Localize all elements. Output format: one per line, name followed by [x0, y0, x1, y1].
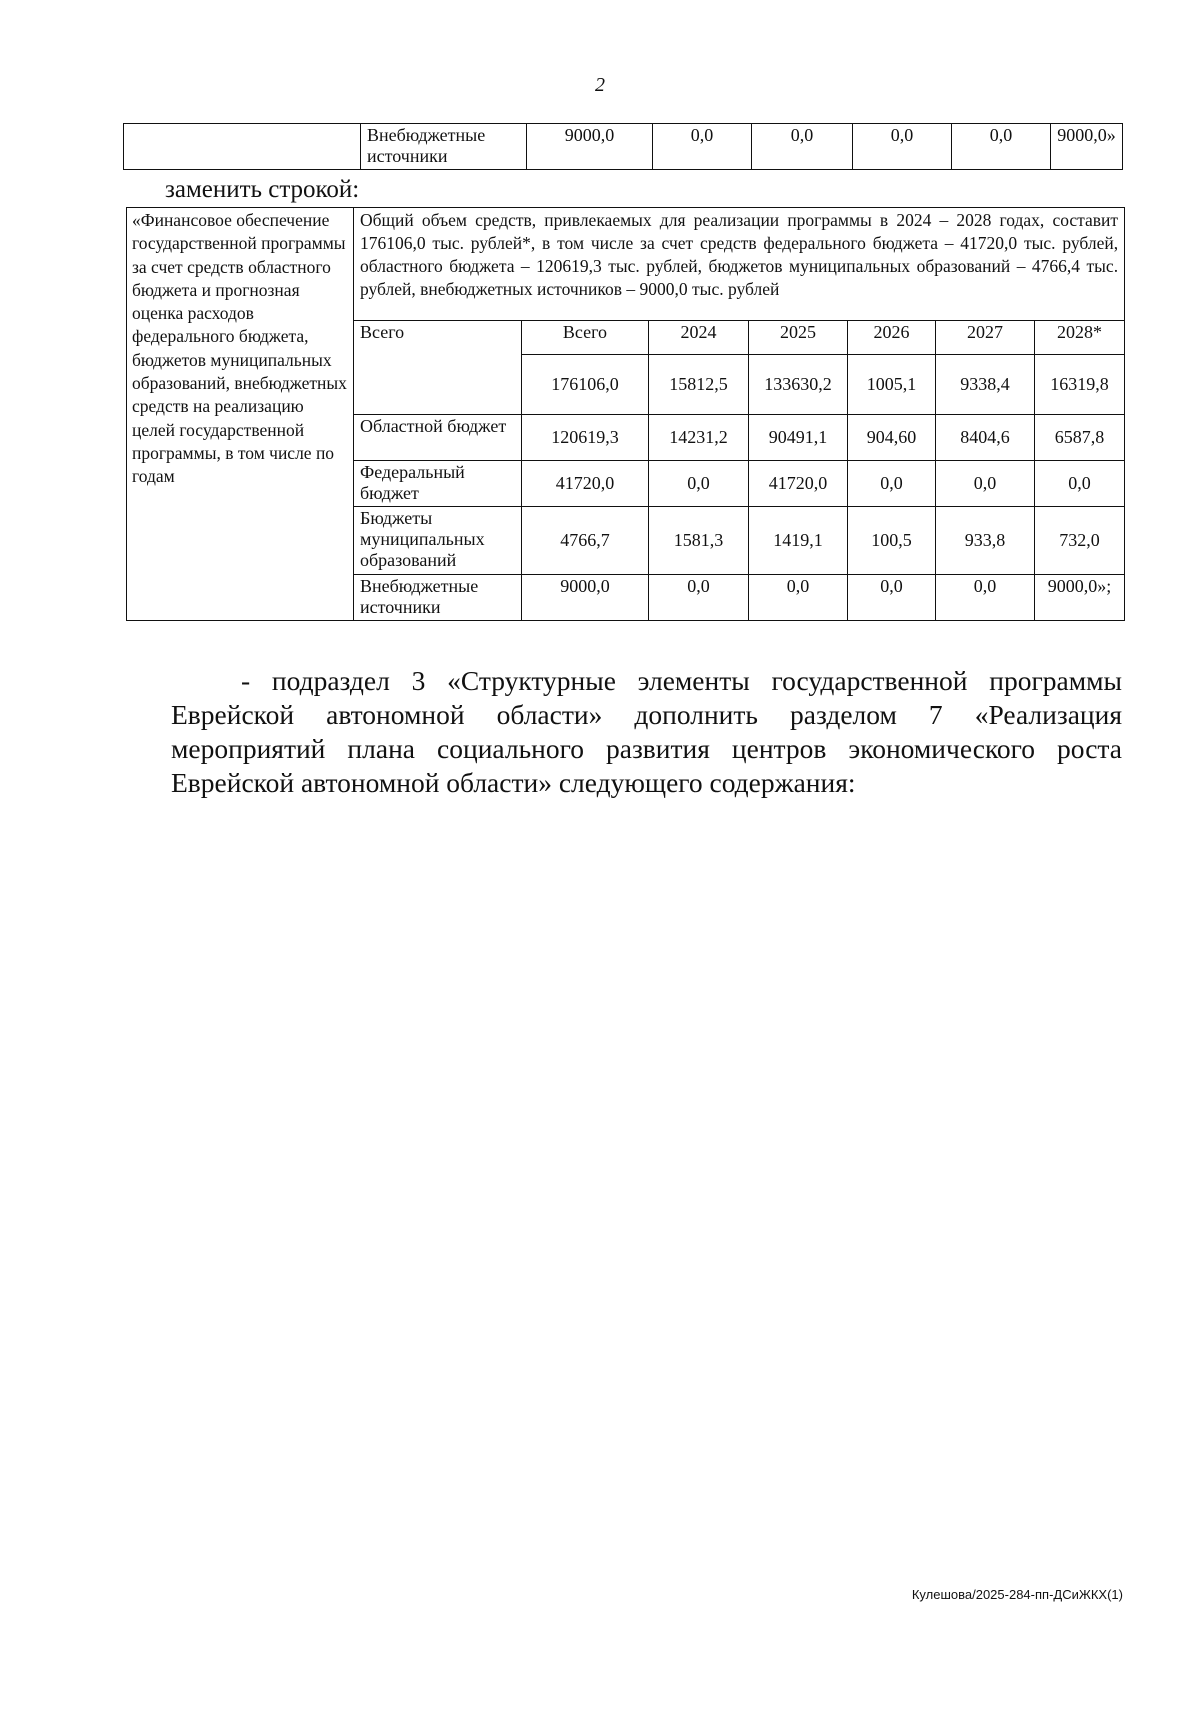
value-cell: 1419,1	[749, 507, 848, 575]
value-cell: 1581,3	[649, 507, 749, 575]
value-cell: 41720,0	[522, 461, 649, 507]
value-cell: 0,0	[653, 124, 752, 170]
column-header: Всего	[522, 321, 649, 355]
value-cell: 15812,5	[649, 355, 749, 415]
summary-cell: Общий объем средств, привлекаемых для реализации программы в 2024 – 2028 годах, составит 176106,0 тыс. рублей*, в том числе за счет средств федерального бюджета – 41720,0 тыс. рублей, областного бюджета – 120619,3 тыс. рублей, бюджетов муниципальных образований – 4766,4 тыс. рублей, внебюджетных источников – 9000,0 тыс. рублей	[354, 208, 1125, 321]
column-header: 2026	[848, 321, 936, 355]
value-cell: 0,0	[848, 461, 936, 507]
row-label: Областной бюджет	[354, 415, 522, 461]
value-cell: 176106,0	[522, 355, 649, 415]
value-cell: 14231,2	[649, 415, 749, 461]
value-cell: 0,0	[936, 575, 1035, 621]
value-cell: 133630,2	[749, 355, 848, 415]
value-cell: 9000,0	[522, 575, 649, 621]
value-cell: 4766,7	[522, 507, 649, 575]
column-header: 2025	[749, 321, 848, 355]
value-cell: 16319,8	[1035, 355, 1125, 415]
value-cell: 732,0	[1035, 507, 1125, 575]
top-table	[123, 123, 1123, 170]
value-cell: 0,0	[936, 461, 1035, 507]
value-cell: 9000,0	[527, 124, 653, 170]
value-cell: 0,0	[752, 124, 853, 170]
column-header: 2024	[649, 321, 749, 355]
program-description-cell: «Финансовое обеспечение государственной программы за счет средств областного бюджета и прогнозная оценка расходов федерального бюджета, бюджетов муниципальных образований, внебюджетных средств на реализацию целей государственной программы, в том числе по годам	[127, 208, 354, 621]
row-label: Федеральный бюджет	[354, 461, 522, 507]
value-cell: 0,0	[853, 124, 952, 170]
value-cell: 0,0	[848, 575, 936, 621]
value-cell: 0,0	[649, 575, 749, 621]
value-cell: 120619,3	[522, 415, 649, 461]
financing-table	[126, 207, 1125, 621]
value-cell: 41720,0	[749, 461, 848, 507]
column-header: 2028*	[1035, 321, 1125, 355]
value-cell: 1005,1	[848, 355, 936, 415]
row-label: Внебюджетные источники	[354, 575, 522, 621]
value-cell: 100,5	[848, 507, 936, 575]
amendment-paragraph	[171, 664, 1122, 800]
value-cell: 0,0	[749, 575, 848, 621]
table-row	[124, 124, 1123, 170]
value-cell: 933,8	[936, 507, 1035, 575]
value-cell: 9000,0»	[1051, 124, 1123, 170]
header-label: Всего	[354, 321, 522, 415]
value-cell: 9000,0»;	[1035, 575, 1125, 621]
replace-heading: заменить строкой:	[165, 176, 360, 203]
value-cell: 0,0	[952, 124, 1051, 170]
document-footer: Кулешова/2025-284-пп-ДСиЖКХ(1)	[911, 1587, 1123, 1602]
table-row	[127, 208, 1125, 321]
page-number: 2	[595, 74, 605, 96]
value-cell: 9338,4	[936, 355, 1035, 415]
value-cell: 0,0	[649, 461, 749, 507]
value-cell: 90491,1	[749, 415, 848, 461]
value-cell: 8404,6	[936, 415, 1035, 461]
value-cell: 904,60	[848, 415, 936, 461]
row-label: Бюджеты муниципальных образований	[354, 507, 522, 575]
value-cell: 0,0	[1035, 461, 1125, 507]
source-label: Внебюджетные источники	[361, 124, 527, 170]
column-header: 2027	[936, 321, 1035, 355]
empty-cell	[124, 124, 361, 170]
value-cell: 6587,8	[1035, 415, 1125, 461]
paragraph-text: - подраздел 3 «Структурные элементы государственной программы Еврейской автономной области» дополнить разделом 7 «Реализация мероприятий плана социального развития центров экономического роста Еврейской автономной области» следующего содержания:	[171, 665, 1122, 798]
